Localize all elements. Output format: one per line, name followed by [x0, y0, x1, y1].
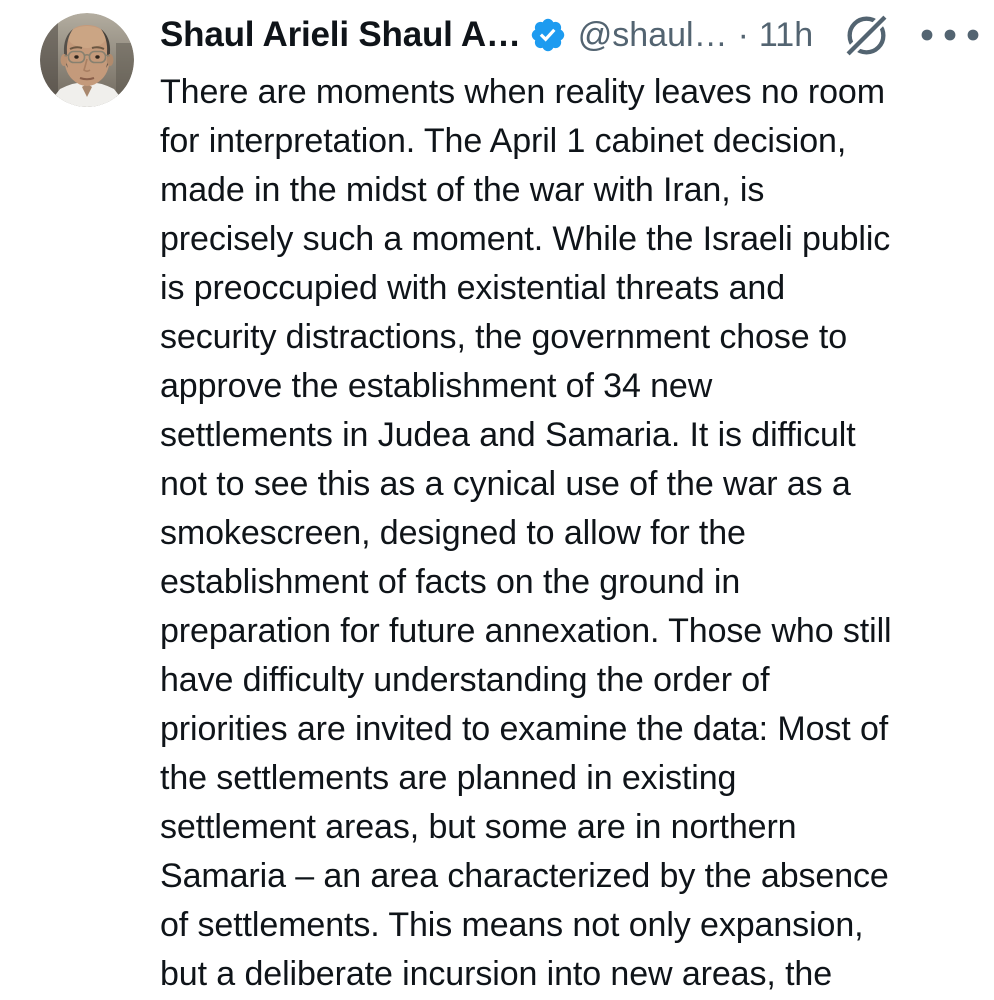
tweet-text-line: precisely such a moment. While the Israeli public [160, 220, 891, 258]
tweet-text-line: approve the establishment of 34 new [160, 367, 713, 405]
tweet-text-line: settlement areas, but some are in northern [160, 808, 797, 846]
display-name[interactable]: Shaul Arieli Shaul A… [160, 15, 521, 54]
separator-dot: · [737, 15, 749, 54]
tweet-text-line: of settlements. This means not only expansion, [160, 906, 864, 944]
avatar[interactable] [40, 13, 134, 107]
verified-badge-icon [529, 16, 567, 54]
tweet-text-line: but a deliberate incursion into new areas, the [160, 955, 833, 993]
timestamp[interactable]: 11h [758, 15, 814, 54]
tweet-content [160, 0, 994, 1000]
tweet-text-line: security distractions, the government chose to [160, 318, 848, 356]
tweet-text-line: for interpretation. The April 1 cabinet decision, [160, 122, 847, 160]
more-options-icon[interactable] [920, 28, 980, 42]
user-handle[interactable]: @shaul… [577, 15, 728, 54]
tweet-text-line: made in the midst of the war with Iran, is [160, 171, 765, 209]
tweet-text-line: preparation for future annexation. Those who still [160, 612, 892, 650]
tweet-text-line: priorities are invited to examine the data: Most of [160, 710, 889, 748]
tweet-text-line: settlements in Judea and Samaria. It is difficult [160, 416, 856, 454]
grok-icon[interactable] [843, 12, 890, 59]
tweet-text-line: not to see this as a cynical use of the war as a [160, 465, 851, 503]
tweet-text-line: have difficulty understanding the order of [160, 661, 770, 699]
tweet-text-line: the settlements are planned in existing [160, 759, 737, 797]
profile-photo [40, 13, 134, 107]
header-actions [843, 12, 980, 59]
tweet-text [160, 68, 980, 999]
tweet-text-line: Samaria – an area characterized by the absence [160, 857, 889, 895]
tweet-header [160, 12, 980, 58]
tweet-text-line: is preoccupied with existential threats and [160, 269, 786, 307]
tweet-text-line: There are moments when reality leaves no room [160, 73, 885, 111]
tweet-text-line: smokescreen, designed to allow for the [160, 514, 746, 552]
tweet-text-line: establishment of facts on the ground in [160, 563, 741, 601]
avatar-column [0, 0, 160, 1000]
